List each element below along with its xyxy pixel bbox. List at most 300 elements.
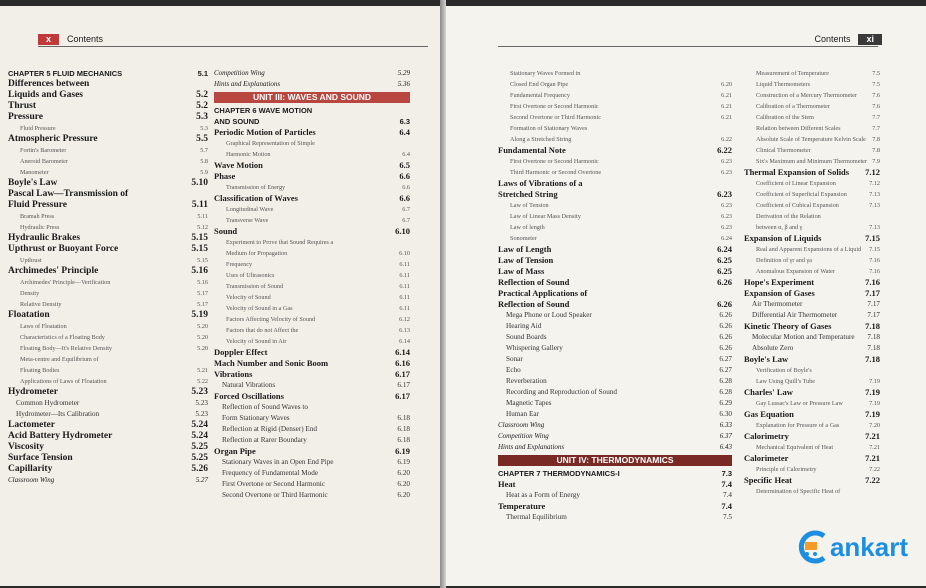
toc-entry-title: Calorimeter	[744, 453, 789, 463]
toc-entry	[8, 299, 208, 310]
toc-entry	[214, 325, 410, 336]
toc-entry	[214, 149, 410, 160]
toc-entry-title: Formation of Stationary Waves	[510, 125, 588, 132]
unit-4-banner: UNIT IV: THERMODYNAMICS	[498, 455, 732, 466]
toc-entry-title: Laws of Vibrations of a	[498, 178, 583, 188]
toc-entry-title: Laws of Floatation	[20, 323, 67, 330]
toc-entry-page: 6.21	[721, 92, 732, 99]
toc-entry	[744, 189, 880, 200]
toc-entry	[214, 226, 410, 237]
toc-entry-page: 5.29	[397, 69, 410, 77]
toc-entry-page: 7.6	[872, 92, 880, 99]
toc-entry-title: Vibrations	[214, 369, 253, 379]
toc-entry-page: 7.18	[867, 344, 880, 352]
toc-entry	[8, 475, 208, 486]
toc-entry-title: Reflection of Sound	[498, 277, 570, 287]
toc-entry	[214, 391, 410, 402]
toc-entry-title: Explanation for Pressure of a Gas	[756, 422, 840, 429]
toc-entry-page: 6.27	[719, 355, 732, 363]
toc-entry	[744, 244, 880, 255]
toc-entry-page: 5.24	[191, 431, 208, 441]
toc-entry-title: Archimedes' Principle—Verification	[20, 279, 111, 286]
toc-entry	[498, 123, 732, 134]
toc-entry-page: 6.23	[721, 224, 732, 231]
toc-entry-title: Hydraulic Press	[20, 224, 60, 231]
toc-entry-page: 6.13	[399, 327, 410, 334]
toc-entry-title: Construction of a Mercury Thermometer	[756, 92, 857, 99]
toc-entry	[8, 442, 208, 453]
toc-entry-page: 6.37	[719, 432, 732, 440]
toc-entry-title: Graphical Representation of Simple	[226, 140, 315, 147]
toc-entry	[498, 145, 732, 156]
toc-entry	[8, 453, 208, 464]
toc-entry	[498, 156, 732, 167]
toc-entry	[744, 266, 880, 277]
toc-entry	[8, 79, 208, 90]
toc-entry	[8, 409, 208, 420]
toc-entry-title: Medium for Propagation	[226, 250, 288, 257]
toc-entry	[744, 134, 880, 145]
toc-entry	[8, 266, 208, 277]
toc-entry	[498, 409, 732, 420]
toc-entry	[214, 138, 410, 149]
toc-entry	[214, 292, 410, 303]
toc-entry	[744, 200, 880, 211]
toc-entry-title: between α, β and γ	[756, 224, 803, 231]
toc-entry-page: 6.26	[719, 344, 732, 352]
toc-entry-page: 5.3	[196, 112, 208, 122]
toc-entry-title: Reflection of Sound	[498, 299, 570, 309]
toc-entry-title: Calibration of a Thermometer	[756, 103, 830, 110]
toc-entry-title: Hydrometer	[8, 387, 58, 397]
toc-entry-title: Factors that do not Affect the	[226, 327, 299, 334]
toc-entry	[744, 343, 880, 354]
toc-entry-title: Natural Vibrations	[222, 381, 276, 389]
toc-entry-page: 5.17	[197, 290, 208, 297]
toc-entry-title: Differences between	[8, 79, 90, 89]
toc-entry	[744, 442, 880, 453]
toc-entry-page: 6.16	[395, 358, 410, 368]
toc-entry	[214, 193, 410, 204]
toc-entry	[744, 156, 880, 167]
toc-entry-page: 7.12	[865, 167, 880, 177]
toc-entry	[8, 288, 208, 299]
toc-entry	[214, 457, 410, 468]
toc-entry	[8, 145, 208, 156]
toc-entry-title: Differential Air Thermometer	[752, 311, 838, 319]
toc-entry-page: 7.5	[723, 513, 732, 521]
toc-column-2	[214, 68, 410, 501]
toc-entry-page: 7.16	[865, 277, 880, 287]
toc-entry-title: Fundamental Frequency	[510, 92, 570, 99]
toc-entry-page: 7.6	[872, 103, 880, 110]
toc-entry	[8, 332, 208, 343]
toc-entry-page: 5.11	[191, 200, 208, 210]
toc-entry-page: 5.24	[191, 420, 208, 430]
toc-entry-title: Along a Stretched String	[510, 136, 572, 143]
toc-entry-page: 6.43	[719, 443, 732, 451]
toc-entry	[744, 299, 880, 310]
toc-entry-title: Calorimetry	[744, 431, 789, 441]
toc-entry	[214, 413, 410, 424]
toc-entry-page: 6.26	[717, 277, 732, 287]
toc-entry-page: 7.21	[865, 431, 880, 441]
toc-entry-page: 6.27	[719, 366, 732, 374]
toc-entry-page: 6.10	[395, 226, 410, 236]
toc-entry	[744, 321, 880, 332]
toc-entry	[744, 123, 880, 134]
toc-entry	[744, 354, 880, 365]
toc-entry-page: 5.15	[191, 233, 208, 243]
right-header	[814, 32, 882, 46]
toc-entry-title: Liquids and Gases	[8, 90, 83, 100]
toc-entry	[214, 259, 410, 270]
toc-entry-title: Stationary Waves in an Open End Pipe	[222, 458, 334, 466]
toc-entry-title: Liquid Thermometers	[756, 81, 811, 88]
toc-entry-title: Fundamental Note	[498, 145, 566, 155]
toc-entry-page: 6.26	[719, 322, 732, 330]
toc-entry-title: Classroom Wing	[8, 476, 55, 484]
toc-entry	[744, 387, 880, 398]
toc-entry-title: Aneroid Barometer	[20, 158, 68, 165]
toc-entry-title: Organ Pipe	[214, 446, 256, 456]
toc-entry-title: Boyle's Law	[8, 178, 58, 188]
toc-entry	[498, 112, 732, 123]
toc-entry-title: Velocity of Sound in a Gas	[226, 305, 293, 312]
toc-entry-title: Density	[20, 290, 40, 297]
toc-entry-title: Recording and Reproduction of Sound	[506, 388, 617, 396]
toc-entry-page: 6.20	[721, 81, 732, 88]
toc-entry	[8, 101, 208, 112]
toc-entry	[498, 431, 732, 442]
toc-entry-title: Absolute Zero	[752, 344, 794, 352]
toc-entry-title: Reflection at Rarer Boundary	[222, 436, 307, 444]
toc-column-4	[744, 68, 880, 497]
toc-entry-title: Law of Linear Mass Density	[510, 213, 581, 220]
toc-entry-title: Relative Density	[20, 301, 62, 308]
toc-entry	[498, 288, 732, 299]
toc-entry-page: 6.22	[721, 136, 732, 143]
toc-entry-page: 5.20	[197, 334, 208, 341]
toc-entry	[744, 90, 880, 101]
toc-entry-title: Hydrometer—Its Calibration	[16, 410, 100, 418]
toc-entry-page: 6.23	[721, 169, 732, 176]
toc-entry-title: Mega Phone or Loud Speaker	[506, 311, 592, 319]
toc-entry-title: Bramah Press	[20, 213, 55, 220]
toc-entry-title: Definition of γr and γa	[756, 257, 812, 264]
toc-entry	[8, 211, 208, 222]
toc-entry-title: Sound	[214, 226, 238, 236]
toc-entry-page: 6.11	[399, 261, 410, 268]
toc-entry-title: Law of Length	[498, 244, 552, 254]
watermark-text: ankart	[829, 531, 908, 562]
toc-entry-title: Transmission of Energy	[226, 184, 286, 191]
toc-entry-page: 6.21	[721, 103, 732, 110]
toc-entry	[498, 398, 732, 409]
toc-entry-page: 6.14	[395, 347, 410, 357]
toc-entry	[214, 116, 410, 127]
toc-entry-page: 5.16	[191, 266, 208, 276]
toc-entry	[214, 336, 410, 347]
toc-entry-page: 6.26	[719, 311, 732, 319]
toc-entry-title: Expansion of Gases	[744, 288, 815, 298]
toc-entry-title: Law of Tension	[498, 255, 554, 265]
toc-entry	[498, 490, 732, 501]
toc-entry	[8, 123, 208, 134]
toc-entry-page: 6.12	[399, 316, 410, 323]
toc-entry-title: Law of Mass	[498, 266, 545, 276]
toc-entry-title: Calibration of the Stem	[756, 114, 814, 121]
toc-entry	[214, 490, 410, 501]
toc-entry-title: Mach Number and Sonic Boom	[214, 358, 329, 368]
toc-entry-title: Heat as a Form of Energy	[506, 491, 580, 499]
toc-entry-title: Upthrust or Buoyant Force	[8, 244, 119, 254]
toc-entry-page: 5.3	[200, 125, 208, 132]
toc-entry-title: Factors Affecting Velocity of Sound	[226, 316, 316, 323]
toc-entry-title: Six's Maximum and Minimum Thermometer	[756, 158, 867, 165]
toc-entry-page: 5.20	[197, 345, 208, 352]
toc-entry-title: Gas Equation	[744, 409, 794, 419]
toc-entry-page: 5.11	[197, 213, 208, 220]
toc-entry-page: 7.17	[867, 300, 880, 308]
toc-entry	[8, 464, 208, 475]
left-header-title: Contents	[67, 34, 104, 44]
toc-entry	[498, 211, 732, 222]
toc-entry	[214, 215, 410, 226]
toc-entry-page: 7.9	[872, 158, 880, 165]
toc-entry-page: 6.23	[721, 158, 732, 165]
toc-entry-page: 6.17	[395, 369, 410, 379]
toc-entry	[744, 409, 880, 420]
toc-entry-title: Hope's Experiment	[744, 277, 815, 287]
toc-entry	[498, 310, 732, 321]
toc-entry-title: Forced Oscillations	[214, 391, 284, 401]
toc-entry	[498, 233, 732, 244]
toc-entry-page: 5.26	[191, 464, 208, 474]
toc-entry-title: Capillarity	[8, 464, 53, 474]
toc-entry	[744, 167, 880, 178]
toc-entry	[8, 310, 208, 321]
toc-entry-title: Reflection of Sound Waves to	[222, 403, 308, 411]
toc-entry-title: First Overtone or Second Harmonic	[510, 158, 599, 165]
toc-entry	[744, 255, 880, 266]
toc-entry	[214, 281, 410, 292]
toc-entry	[214, 369, 410, 380]
toc-entry-title: Hearing Aid	[506, 322, 542, 330]
toc-entry	[744, 211, 880, 222]
toc-entry-title: Principle of Calorimetry	[756, 466, 817, 473]
toc-entry	[8, 156, 208, 167]
toc-entry-title: Charles' Law	[744, 387, 793, 397]
toc-entry	[214, 105, 410, 116]
toc-entry-page: 7.4	[721, 501, 732, 511]
toc-entry-title: Stretched String	[498, 189, 558, 199]
right-page	[446, 6, 926, 586]
toc-entry	[744, 277, 880, 288]
toc-entry-title: Common Hydrometer	[16, 399, 80, 407]
unit-3-banner: UNIT III: WAVES AND SOUND	[214, 92, 410, 103]
toc-entry	[498, 200, 732, 211]
right-header-rule	[498, 46, 878, 47]
toc-entry-title: Phase	[214, 171, 236, 181]
toc-entry-title: Classification of Waves	[214, 193, 298, 203]
toc-entry	[214, 270, 410, 281]
toc-entry-page: 6.23	[721, 202, 732, 209]
toc-entry	[214, 182, 410, 193]
cankart-logo	[794, 530, 908, 564]
toc-entry-title: Reflection at Rigid (Denser) End	[222, 425, 318, 433]
toc-entry	[744, 332, 880, 343]
toc-entry	[744, 101, 880, 112]
toc-entry	[744, 222, 880, 233]
toc-entry-title: Verification of Boyle's	[756, 367, 812, 374]
toc-entry-title: Coefficient of Linear Expansion	[756, 180, 836, 187]
toc-entry-page: 6.28	[719, 388, 732, 396]
toc-entry-title: Thermal Equilibrium	[506, 513, 567, 521]
toc-entry-title: Hints and Explanations	[498, 443, 565, 451]
toc-entry-page: 6.18	[397, 414, 410, 422]
toc-entry-title: Magnetic Tapes	[506, 399, 552, 407]
toc-entry-title: Thermal Expansion of Solids	[744, 167, 850, 177]
toc-entry-page: 5.27	[195, 476, 208, 484]
toc-entry	[8, 321, 208, 332]
toc-entry	[8, 189, 208, 200]
toc-entry	[8, 167, 208, 178]
toc-entry-page: 7.22	[869, 466, 880, 473]
toc-entry-page: 7.17	[865, 288, 880, 298]
toc-entry	[8, 365, 208, 376]
toc-entry	[214, 237, 410, 248]
toc-entry-page: 7.18	[865, 321, 880, 331]
toc-entry-title: First Overtone or Second Harmonic	[222, 480, 325, 488]
toc-entry-title: Real and Apparent Expansions of a Liquid	[756, 246, 862, 253]
toc-entry-title: Pascal Law—Transmission of	[8, 189, 129, 199]
toc-entry	[498, 255, 732, 266]
toc-entry	[498, 468, 732, 479]
toc-entry-title: Lactometer	[8, 420, 55, 430]
toc-entry-title: Form Stationary Waves	[222, 414, 290, 422]
toc-entry-page: 6.6	[399, 171, 410, 181]
toc-entry-title: Thrust	[8, 101, 36, 111]
toc-entry-page: 6.3	[399, 117, 410, 126]
toc-entry-title: Reverberation	[506, 377, 547, 385]
toc-entry-page: 5.17	[197, 301, 208, 308]
left-header	[38, 32, 103, 46]
toc-entry-title: Doppler Effect	[214, 347, 268, 357]
toc-entry	[214, 79, 410, 90]
toc-entry-page: 6.21	[721, 114, 732, 121]
toc-entry	[744, 288, 880, 299]
toc-entry-title: Echo	[506, 366, 521, 374]
toc-entry-title: Viscosity	[8, 442, 45, 452]
toc-entry-title: Relation between Different Scales	[756, 125, 841, 132]
toc-entry-page: 7.7	[872, 114, 880, 121]
toc-entry	[214, 248, 410, 259]
toc-entry-page: 7.19	[869, 400, 880, 407]
toc-entry	[8, 90, 208, 101]
toc-entry-page: 5.10	[191, 178, 208, 188]
toc-entry-title: Floating Bodies	[20, 367, 60, 374]
toc-entry	[8, 134, 208, 145]
toc-entry-page: 6.26	[719, 333, 732, 341]
toc-entry-page: 5.21	[197, 367, 208, 374]
toc-entry	[8, 112, 208, 123]
toc-entry-title: Coefficient of Cubical Expansion	[756, 202, 839, 209]
left-page-number: x	[38, 34, 59, 45]
toc-entry	[214, 479, 410, 490]
toc-entry	[498, 178, 732, 189]
toc-entry-title: Stationary Waves Formed in	[510, 70, 581, 77]
toc-entry-title: Closed End Organ Pipe	[510, 81, 569, 88]
toc-entry-title: CHAPTER 7 THERMODYNAMICS-I	[498, 469, 620, 478]
toc-entry-title: Frequency	[226, 261, 253, 268]
toc-entry-title: Periodic Motion of Particles	[214, 127, 316, 137]
toc-entry	[744, 398, 880, 409]
toc-entry-page: 7.20	[869, 422, 880, 429]
toc-entry-title: Applications of Laws of Floatation	[20, 378, 107, 385]
toc-entry-title: Second Overtone or Third Harmonic	[222, 491, 328, 499]
toc-entry-title: Pressure	[8, 112, 44, 122]
toc-entry-page: 7.7	[872, 125, 880, 132]
toc-entry-title: Mechanical Equivalent of Heat	[756, 444, 834, 451]
toc-column-3	[498, 68, 732, 523]
toc-column-1	[8, 68, 208, 486]
toc-entry-title: Uses of Ultrasonics	[226, 272, 275, 279]
toc-entry	[744, 486, 880, 497]
toc-entry-page: 6.24	[717, 244, 732, 254]
toc-entry	[498, 343, 732, 354]
toc-entry-title: Velocity of Sound	[226, 294, 271, 301]
toc-entry-title: Hints and Explanations	[214, 80, 281, 88]
toc-entry	[498, 222, 732, 233]
toc-entry-title: Wave Motion	[214, 160, 263, 170]
toc-entry-page: 7.8	[872, 136, 880, 143]
toc-entry-title: Coefficient of Superficial Expansion	[756, 191, 847, 198]
toc-entry-page: 7.12	[869, 180, 880, 187]
toc-entry-title: CHAPTER 6 WAVE MOTION	[214, 106, 313, 115]
toc-entry-page: 6.29	[719, 399, 732, 407]
toc-entry	[498, 442, 732, 453]
toc-entry	[498, 167, 732, 178]
toc-entry-page: 7.5	[872, 81, 880, 88]
toc-entry-page: 6.17	[397, 381, 410, 389]
toc-entry-page: 7.15	[869, 246, 880, 253]
toc-entry	[214, 402, 410, 413]
toc-entry-title: Absolute Scale of Temperature Kelvin Scale	[756, 136, 866, 143]
toc-entry-page: 7.22	[865, 475, 880, 485]
toc-entry	[498, 376, 732, 387]
toc-entry	[498, 90, 732, 101]
toc-entry-title: Anomalous Expansion of Water	[756, 268, 835, 275]
toc-entry-page: 7.13	[869, 202, 880, 209]
toc-entry-title: Temperature	[498, 501, 546, 511]
toc-entry-page: 7.18	[865, 354, 880, 364]
toc-entry-title: Sonometer	[510, 235, 537, 242]
left-page	[0, 6, 440, 586]
toc-entry-page: 7.13	[869, 224, 880, 231]
toc-entry-page: 5.20	[197, 323, 208, 330]
toc-entry-title: Archimedes' Principle	[8, 266, 99, 276]
toc-entry	[8, 376, 208, 387]
toc-entry-page: 7.19	[865, 409, 880, 419]
toc-entry	[8, 222, 208, 233]
toc-entry	[214, 171, 410, 182]
toc-entry	[498, 266, 732, 277]
toc-entry-page: 5.2	[196, 101, 208, 111]
toc-entry-page: 6.30	[719, 410, 732, 418]
toc-entry	[498, 332, 732, 343]
right-header-title: Contents	[814, 34, 851, 44]
